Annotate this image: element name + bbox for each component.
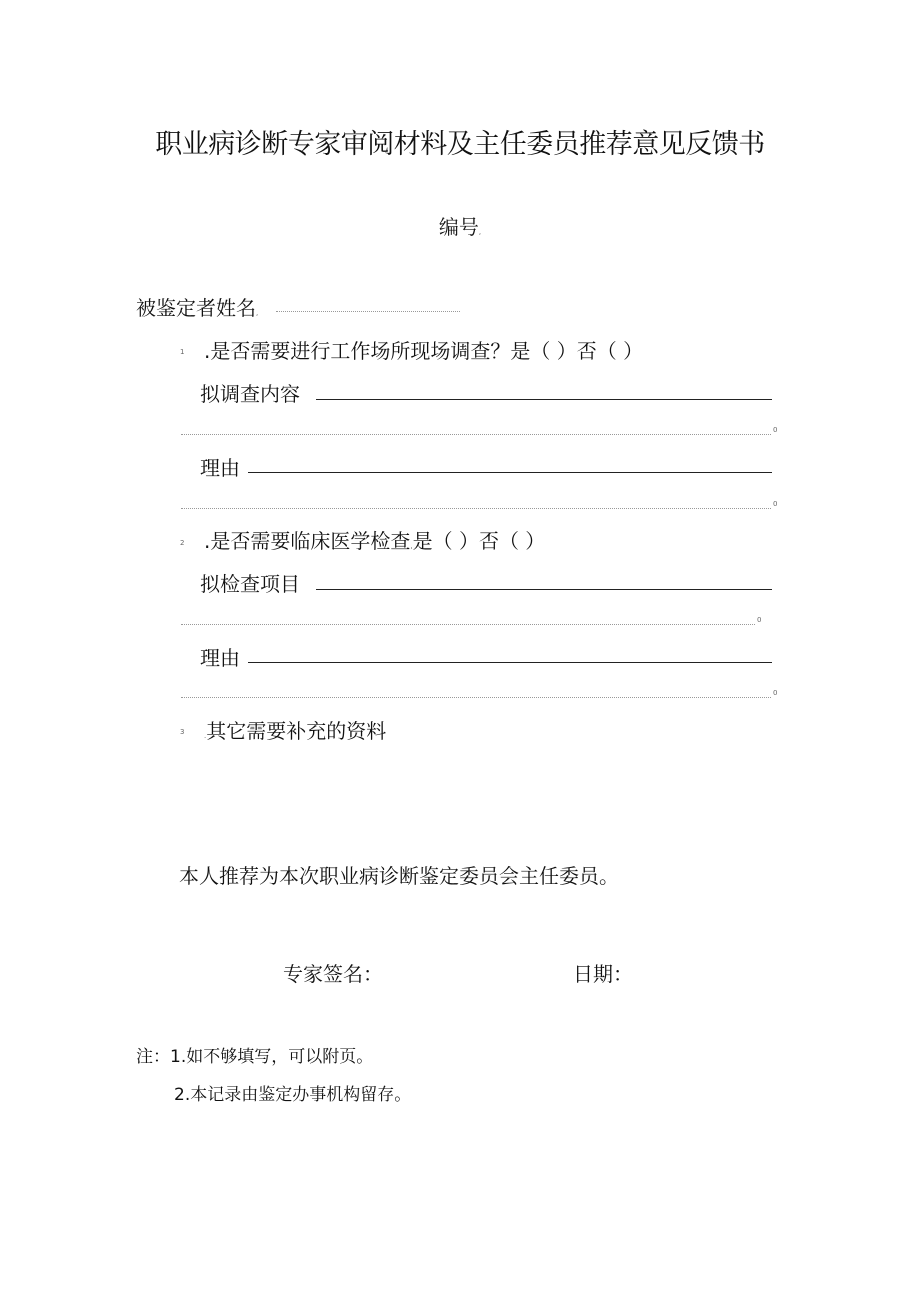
subject-name-field[interactable] xyxy=(276,311,460,312)
line-end-mark: 0 xyxy=(757,616,762,624)
section-2-question: .是否需要临床医学检查,是（ ）否（ ） xyxy=(204,529,546,553)
subject-name-label: 被鉴定者姓名, xyxy=(136,296,259,320)
serial-number-label: 编号, xyxy=(438,215,482,239)
section-1-question: .是否需要进行工作场所现场调查？是（ ）否（ ） xyxy=(204,339,644,363)
line-end-mark: 0 xyxy=(773,689,778,697)
section-2-reason-field[interactable] xyxy=(248,662,772,663)
section-1-reason-continuation[interactable] xyxy=(181,508,771,509)
section-1-content-continuation[interactable] xyxy=(181,434,771,435)
section-2-content-field[interactable] xyxy=(316,589,772,590)
section-1-content-field[interactable] xyxy=(316,399,772,400)
section-1-number: 1 xyxy=(180,348,185,356)
line-end-mark: 0 xyxy=(773,426,778,434)
section-2-content-continuation[interactable] xyxy=(181,624,755,625)
section-3-question: .其它需要补充的资料 xyxy=(204,719,387,743)
line-end-mark: 0 xyxy=(773,500,778,508)
section-2-reason-continuation[interactable] xyxy=(181,697,771,698)
section-2-number: 2 xyxy=(180,539,185,547)
section-2-content-label: 拟检查项目 xyxy=(200,572,300,596)
section-1-reason-label: 理由 xyxy=(200,456,240,480)
expert-signature-label: 专家签名： xyxy=(283,962,383,986)
date-label: 日期： xyxy=(573,962,633,986)
section-3-number: 3 xyxy=(180,728,185,736)
section-2-reason-label: 理由 xyxy=(200,646,240,670)
note-2: 2.本记录由鉴定办事机构留存。 xyxy=(174,1085,412,1105)
document-title: 职业病诊断专家审阅材料及主任委员推荐意见反馈书 xyxy=(155,129,765,160)
section-1-content-label: 拟调查内容 xyxy=(200,382,300,406)
section-1-reason-field[interactable] xyxy=(248,472,772,473)
note-1: 注：1.如不够填写，可以附页。 xyxy=(136,1047,374,1067)
recommendation-statement: 本人推荐为本次职业病诊断鉴定委员会主任委员。 xyxy=(179,864,619,888)
